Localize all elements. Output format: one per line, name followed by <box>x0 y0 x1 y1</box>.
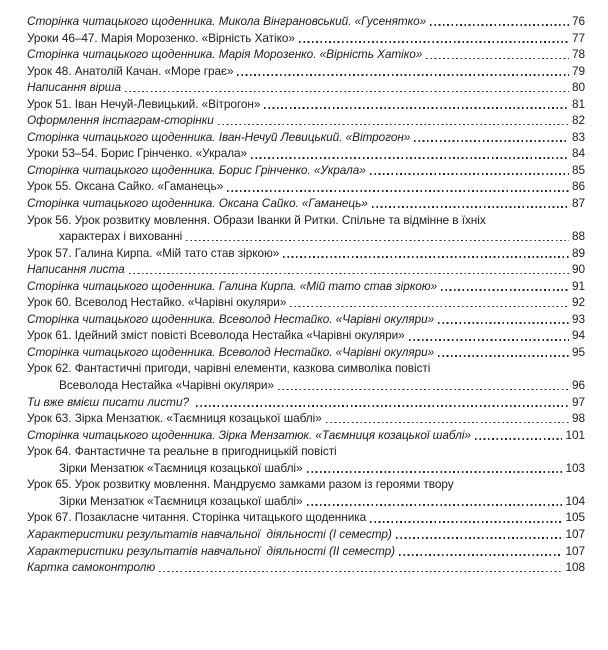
toc-entry-text: характерах і вихованні <box>59 229 183 244</box>
page-number: 97 <box>571 394 585 409</box>
dot-leader <box>471 427 566 444</box>
toc-line <box>27 162 585 179</box>
toc-entry <box>27 261 585 278</box>
dot-leader <box>426 13 572 30</box>
page-number: 88 <box>571 229 585 244</box>
dot-leader <box>434 344 572 361</box>
page-number: 81 <box>571 96 585 111</box>
toc-entry <box>27 79 585 96</box>
toc-entry <box>27 145 585 162</box>
page-number: 78 <box>571 47 585 62</box>
dot-leader <box>395 543 565 560</box>
toc-entry <box>27 13 585 30</box>
toc-line <box>27 377 585 394</box>
toc-line <box>27 410 585 427</box>
toc-entry-text: Сторінка читацького щоденника. Всеволод Нестайко. «Чарівні окуляри» <box>27 344 435 359</box>
toc-entry-text: Урок 51. Іван Нечуй-Левицький. «Вітрогон» <box>27 96 261 111</box>
toc-entry <box>27 162 585 179</box>
dot-leader <box>422 46 572 63</box>
dot-leader <box>223 178 572 195</box>
toc-line <box>27 96 585 113</box>
toc-entry <box>27 410 585 427</box>
toc-line <box>27 245 585 262</box>
toc-line <box>27 394 585 411</box>
dot-leader <box>279 245 572 262</box>
toc-entry <box>27 129 585 146</box>
toc-line <box>27 509 585 526</box>
toc-entry-text: Уроки 46–47. Марія Морозенко. «Вірність Хатіко» <box>27 30 295 45</box>
dot-leader <box>392 526 566 543</box>
toc-entry <box>27 63 585 80</box>
toc-list <box>27 13 585 576</box>
toc-entry <box>27 294 585 311</box>
toc-entry-text: Оформлення інстаграм-сторінки <box>27 113 214 128</box>
toc-entry <box>27 278 585 295</box>
dot-leader <box>260 96 572 113</box>
toc-line <box>27 543 585 560</box>
toc-entry <box>27 509 585 526</box>
toc-line <box>27 178 585 195</box>
dot-leader <box>322 410 572 427</box>
toc-entry <box>27 112 585 129</box>
toc-entry-text: Ти вже вмієш писати листи? <box>27 394 193 409</box>
toc-entry-text: Сторінка читацького щоденника. Галина Кирпа. «Мій тато став зіркою» <box>27 278 438 293</box>
toc-entry <box>27 212 585 245</box>
toc-entry-text: Урок 55. Оксана Сайко. «Гаманець» <box>27 179 224 194</box>
toc-line <box>27 311 585 328</box>
dot-leader <box>303 493 566 510</box>
page-number: 103 <box>565 460 585 475</box>
page-number: 107 <box>565 526 585 541</box>
toc-line <box>27 493 585 510</box>
toc-entry-text: Урок 57. Галина Кирпа. «Мій тато став зіркою» <box>27 245 280 260</box>
page-number: 107 <box>565 543 585 558</box>
toc-entry <box>27 195 585 212</box>
toc-entry-text: Урок 62. Фантастичні пригоди, чарівні елементи, казкова символіка повісті <box>27 361 431 376</box>
page-number: 89 <box>571 245 585 260</box>
toc-line <box>27 360 585 377</box>
page-number: 80 <box>571 80 585 95</box>
toc-line <box>27 46 585 63</box>
page-number: 104 <box>565 493 585 508</box>
page-number: 87 <box>571 196 585 211</box>
dot-leader <box>405 327 572 344</box>
toc-entry <box>27 178 585 195</box>
toc-entry-text: Урок 64. Фантастичне та реальне в пригодницькій повісті <box>27 444 337 459</box>
toc-line <box>27 344 585 361</box>
toc-line <box>27 228 585 245</box>
page-number: 96 <box>571 378 585 393</box>
toc-entry-text: Урок 60. Всеволод Нестайко. «Чарівні окуляри» <box>27 295 287 310</box>
page-number: 90 <box>571 262 585 277</box>
toc-entry <box>27 394 585 411</box>
toc-line <box>27 460 585 477</box>
toc-line <box>27 112 585 129</box>
page-number: 82 <box>571 113 585 128</box>
page-number: 79 <box>571 63 585 78</box>
toc-line <box>27 526 585 543</box>
toc-entry-text: Сторінка читацького щоденника. Всеволод Нестайко. «Чарівні окуляри» <box>27 311 435 326</box>
page-number: 84 <box>571 146 585 161</box>
toc-entry <box>27 559 585 576</box>
toc-line <box>27 30 585 47</box>
dot-leader <box>366 162 572 179</box>
dot-leader <box>410 129 572 146</box>
toc-entry-text: Характеристики результатів навчальної діяльності (ІІ семестр) <box>27 543 396 558</box>
dot-leader <box>192 394 572 411</box>
toc-entry <box>27 245 585 262</box>
toc-entry-text: Урок 48. Анатолій Качан. «Море грає» <box>27 63 234 78</box>
dot-leader <box>295 30 572 47</box>
dot-leader <box>286 294 572 311</box>
toc-entry-text: Урок 67. Позакласне читання. Сторінка читацького щоденника <box>27 510 367 525</box>
toc-entry-text: Характеристики результатів навчальної діяльності (І семестр) <box>27 526 392 541</box>
toc-line <box>27 427 585 444</box>
toc-entry-text: Сторінка читацького щоденника. Борис Грінченко. «Украла» <box>27 162 366 177</box>
page-number: 93 <box>571 311 585 326</box>
toc-line <box>27 278 585 295</box>
page-number: 86 <box>571 179 585 194</box>
dot-leader <box>247 145 572 162</box>
toc-entry-text: Написання листа <box>27 262 125 277</box>
toc-entry <box>27 360 585 393</box>
toc-entry <box>27 46 585 63</box>
page-number: 85 <box>571 162 585 177</box>
page-number: 83 <box>571 129 585 144</box>
page-number: 98 <box>571 411 585 426</box>
toc-line <box>27 476 585 493</box>
dot-leader <box>155 559 565 576</box>
dot-leader <box>233 63 572 80</box>
toc-line <box>27 145 585 162</box>
toc-line <box>27 212 585 229</box>
dot-leader <box>368 195 572 212</box>
toc-line <box>27 261 585 278</box>
toc-entry-text: Уроки 53–54. Борис Грінченко. «Украла» <box>27 146 248 161</box>
toc-entry-text: Сторінка читацького щоденника. Зірка Мензатюк. «Таємниця козацької шаблі» <box>27 427 471 442</box>
toc-entry-text: Зірки Мензатюк «Таємниця козацької шаблі» <box>59 460 303 475</box>
toc-line <box>27 327 585 344</box>
toc-entry-text: Всеволода Нестайка «Чарівні окуляри» <box>59 378 274 393</box>
toc-entry-text: Картка самоконтролю <box>27 560 156 575</box>
toc-entry <box>27 344 585 361</box>
toc-entry-text: Сторінка читацького щоденника. Іван-Нечуй Левицький. «Вітрогон» <box>27 129 411 144</box>
toc-entry <box>27 443 585 476</box>
toc-entry <box>27 311 585 328</box>
toc-entry <box>27 327 585 344</box>
dot-leader <box>182 228 572 245</box>
toc-line <box>27 63 585 80</box>
toc-entry-text: Сторінка читацького щоденника. Оксана Сайко. «Гаманець» <box>27 196 368 211</box>
toc-line <box>27 129 585 146</box>
page-number: 95 <box>571 344 585 359</box>
page-number: 108 <box>565 560 585 575</box>
toc-entry <box>27 96 585 113</box>
toc-entry-text: Урок 61. Ідейний зміст повісті Всеволода Нестайка «Чарівні окуляри» <box>27 328 405 343</box>
page-number: 101 <box>565 427 585 442</box>
dot-leader <box>214 112 572 129</box>
page-number: 77 <box>571 30 585 45</box>
toc-entry-text: Написання вірша <box>27 80 121 95</box>
toc-entry <box>27 476 585 509</box>
page-number: 92 <box>571 295 585 310</box>
toc-entry <box>27 543 585 560</box>
toc-entry <box>27 427 585 444</box>
toc-entry <box>27 30 585 47</box>
dot-leader <box>121 79 572 96</box>
toc-entry-text: Зірки Мензатюк «Таємниця козацької шаблі» <box>59 493 303 508</box>
toc-entry-text: Урок 65. Урок розвитку мовлення. Мандруємо замками разом із героями твору <box>27 477 454 492</box>
page-number: 105 <box>565 510 585 525</box>
toc-entry-text: Сторінка читацького щоденника. Микола Вінграновський. «Гусенятко» <box>27 14 427 28</box>
toc-line <box>27 559 585 576</box>
page-number: 76 <box>571 14 585 28</box>
toc-entry-text: Сторінка читацького щоденника. Марія Морозенко. «Вірність Хатіко» <box>27 47 423 62</box>
toc-line <box>27 294 585 311</box>
page-number: 91 <box>571 278 585 293</box>
dot-leader <box>437 278 572 295</box>
toc-line <box>27 443 585 460</box>
dot-leader <box>366 509 565 526</box>
toc-line <box>27 13 585 30</box>
dot-leader <box>125 261 572 278</box>
page-number: 94 <box>571 328 585 343</box>
dot-leader <box>274 377 572 394</box>
toc-line <box>27 195 585 212</box>
dot-leader <box>303 460 566 477</box>
toc-line <box>27 79 585 96</box>
toc-entry <box>27 526 585 543</box>
toc-entry-text: Урок 56. Урок розвитку мовлення. Образи Іванки й Ритки. Спільне та відмінне в їхніх <box>27 212 486 227</box>
dot-leader <box>434 311 572 328</box>
toc-entry-text: Урок 63. Зірка Мензатюк. «Таємниця козацької шаблі» <box>27 411 322 426</box>
